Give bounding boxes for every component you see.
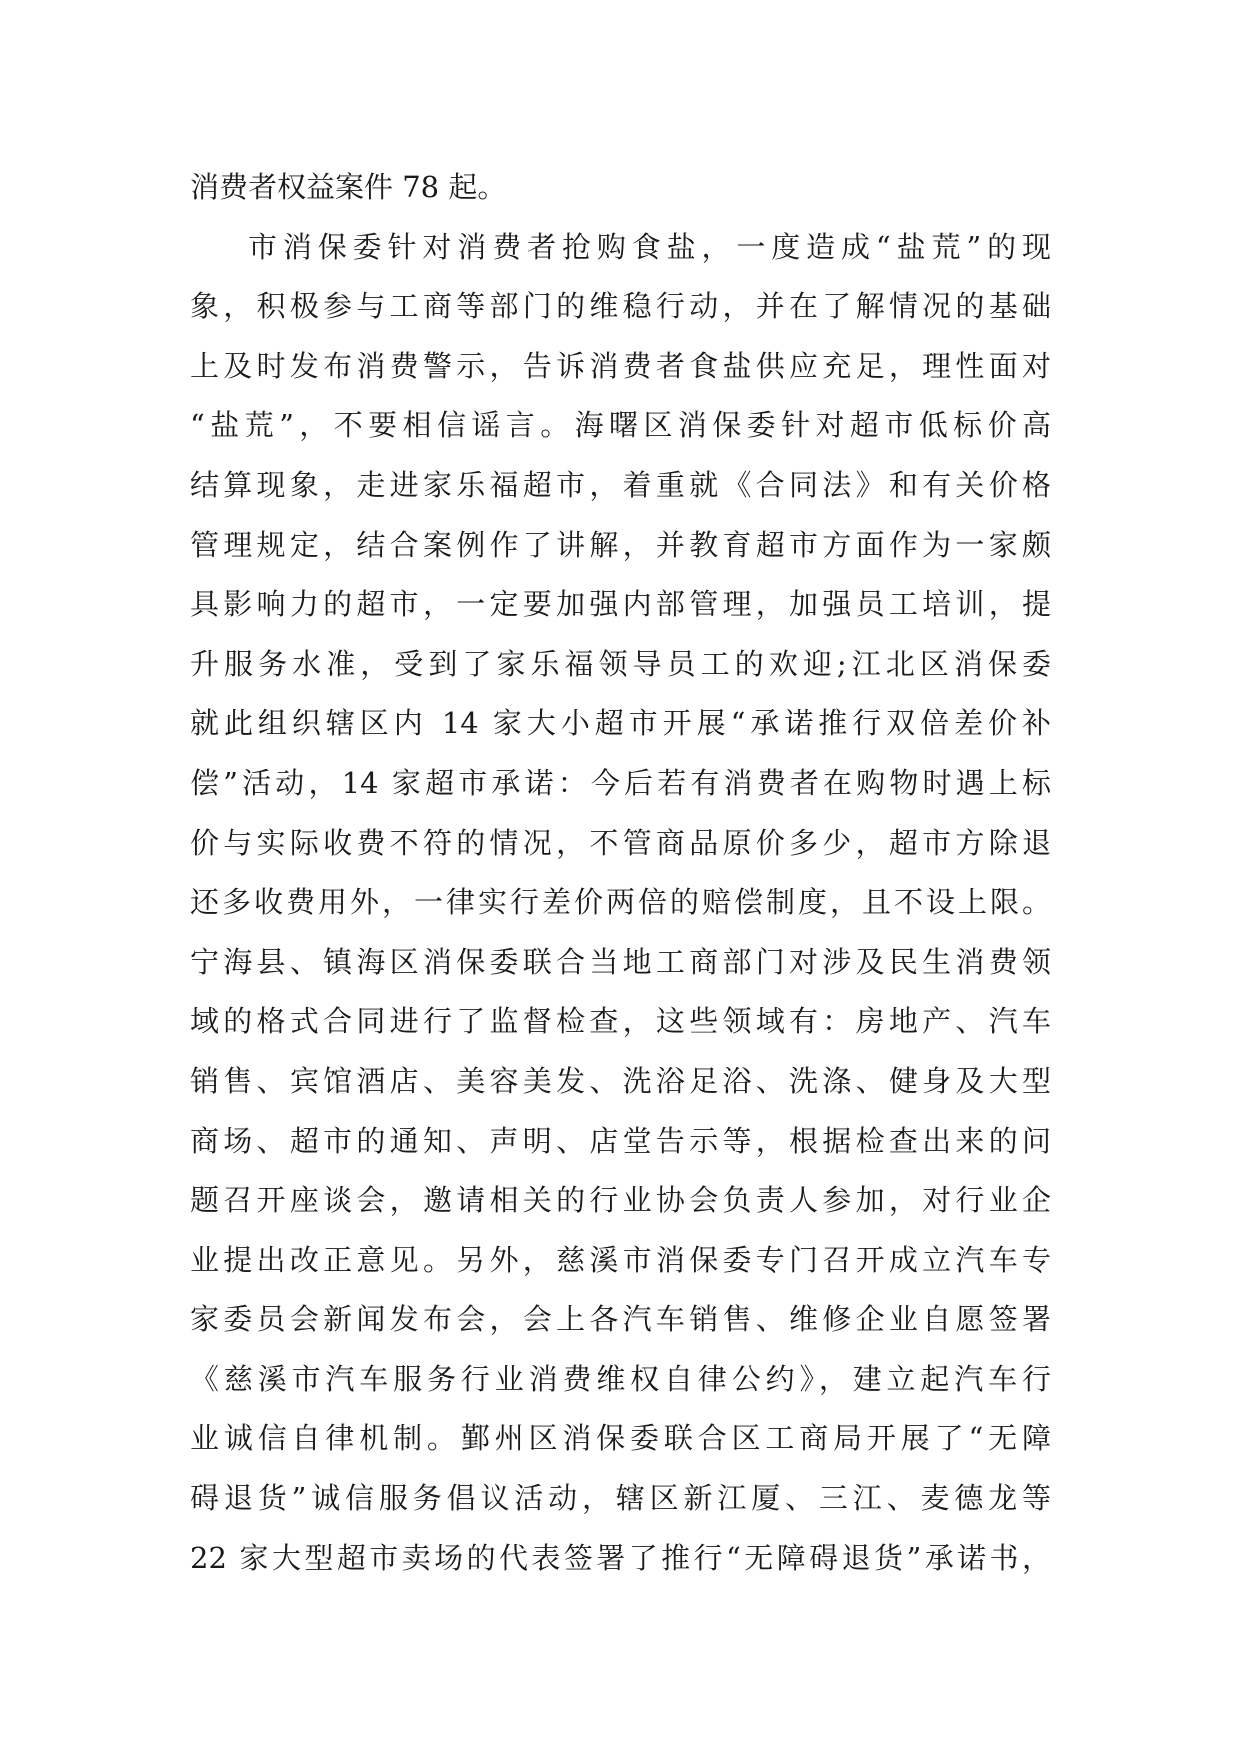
text-line: 22 家大型超市卖场的代表签署了推行“无障碍退货”承诺书，: [190, 1540, 1051, 1575]
body-text: [190, 158, 1051, 1588]
text-line: 管理规定，结合案例作了讲解，并教育超市方面作为一家颇: [190, 527, 1051, 562]
text-line: 升服务水准，受到了家乐福领导员工的欢迎;江北区消保委: [190, 646, 1051, 681]
text-line: 偿”活动，14 家超市承诺：今后若有消费者在购物时遇上标: [190, 765, 1051, 800]
text-line: “盐荒”，不要相信谣言。海曙区消保委针对超市低标价高: [190, 408, 1051, 443]
text-line: 家委员会新闻发布会，会上各汽车销售、维修企业自愿签署: [190, 1302, 1051, 1337]
text-line: 商场、超市的通知、声明、店堂告示等，根据检查出来的问: [190, 1123, 1051, 1158]
text-line: 象，积极参与工商等部门的维稳行动，并在了解情况的基础: [190, 289, 1051, 324]
text-line: 就此组织辖区内 14 家大小超市开展“承诺推行双倍差价补: [190, 706, 1051, 741]
text-line: 域的格式合同进行了监督检查，这些领域有：房地产、汽车: [190, 1004, 1051, 1039]
text-line: 具影响力的超市，一定要加强内部管理，加强员工培训，提: [190, 587, 1051, 622]
text-line: 价与实际收费不符的情况，不管商品原价多少，超市方除退: [190, 825, 1051, 860]
text-line: 业诚信自律机制。鄞州区消保委联合区工商局开展了“无障: [190, 1421, 1051, 1456]
text-line: 碍退货”诚信服务倡议活动，辖区新江厦、三江、麦德龙等: [190, 1481, 1051, 1516]
text-line: 《慈溪市汽车服务行业消费维权自律公约》，建立起汽车行: [190, 1361, 1051, 1396]
text-line: 题召开座谈会，邀请相关的行业协会负责人参加，对行业企: [190, 1183, 1051, 1218]
text-line: 还多收费用外，一律实行差价两倍的赔偿制度，且不设上限。: [190, 885, 1051, 920]
text-line: 上及时发布消费警示，告诉消费者食盐供应充足，理性面对: [190, 348, 1051, 383]
text-line: 市消保委针对消费者抢购食盐，一度造成“盐荒”的现: [248, 229, 1051, 264]
text-line: 结算现象，走进家乐福超市，着重就《合同法》和有关价格: [190, 467, 1051, 502]
text-line: 宁海县、镇海区消保委联合当地工商部门对涉及民生消费领: [190, 944, 1051, 979]
text-line: 销售、宾馆酒店、美容美发、洗浴足浴、洗涤、健身及大型: [190, 1063, 1051, 1098]
text-line: 业提出改正意见。另外，慈溪市消保委专门召开成立汽车专: [190, 1242, 1051, 1277]
text-line: 消费者权益案件 78 起。: [190, 170, 507, 204]
